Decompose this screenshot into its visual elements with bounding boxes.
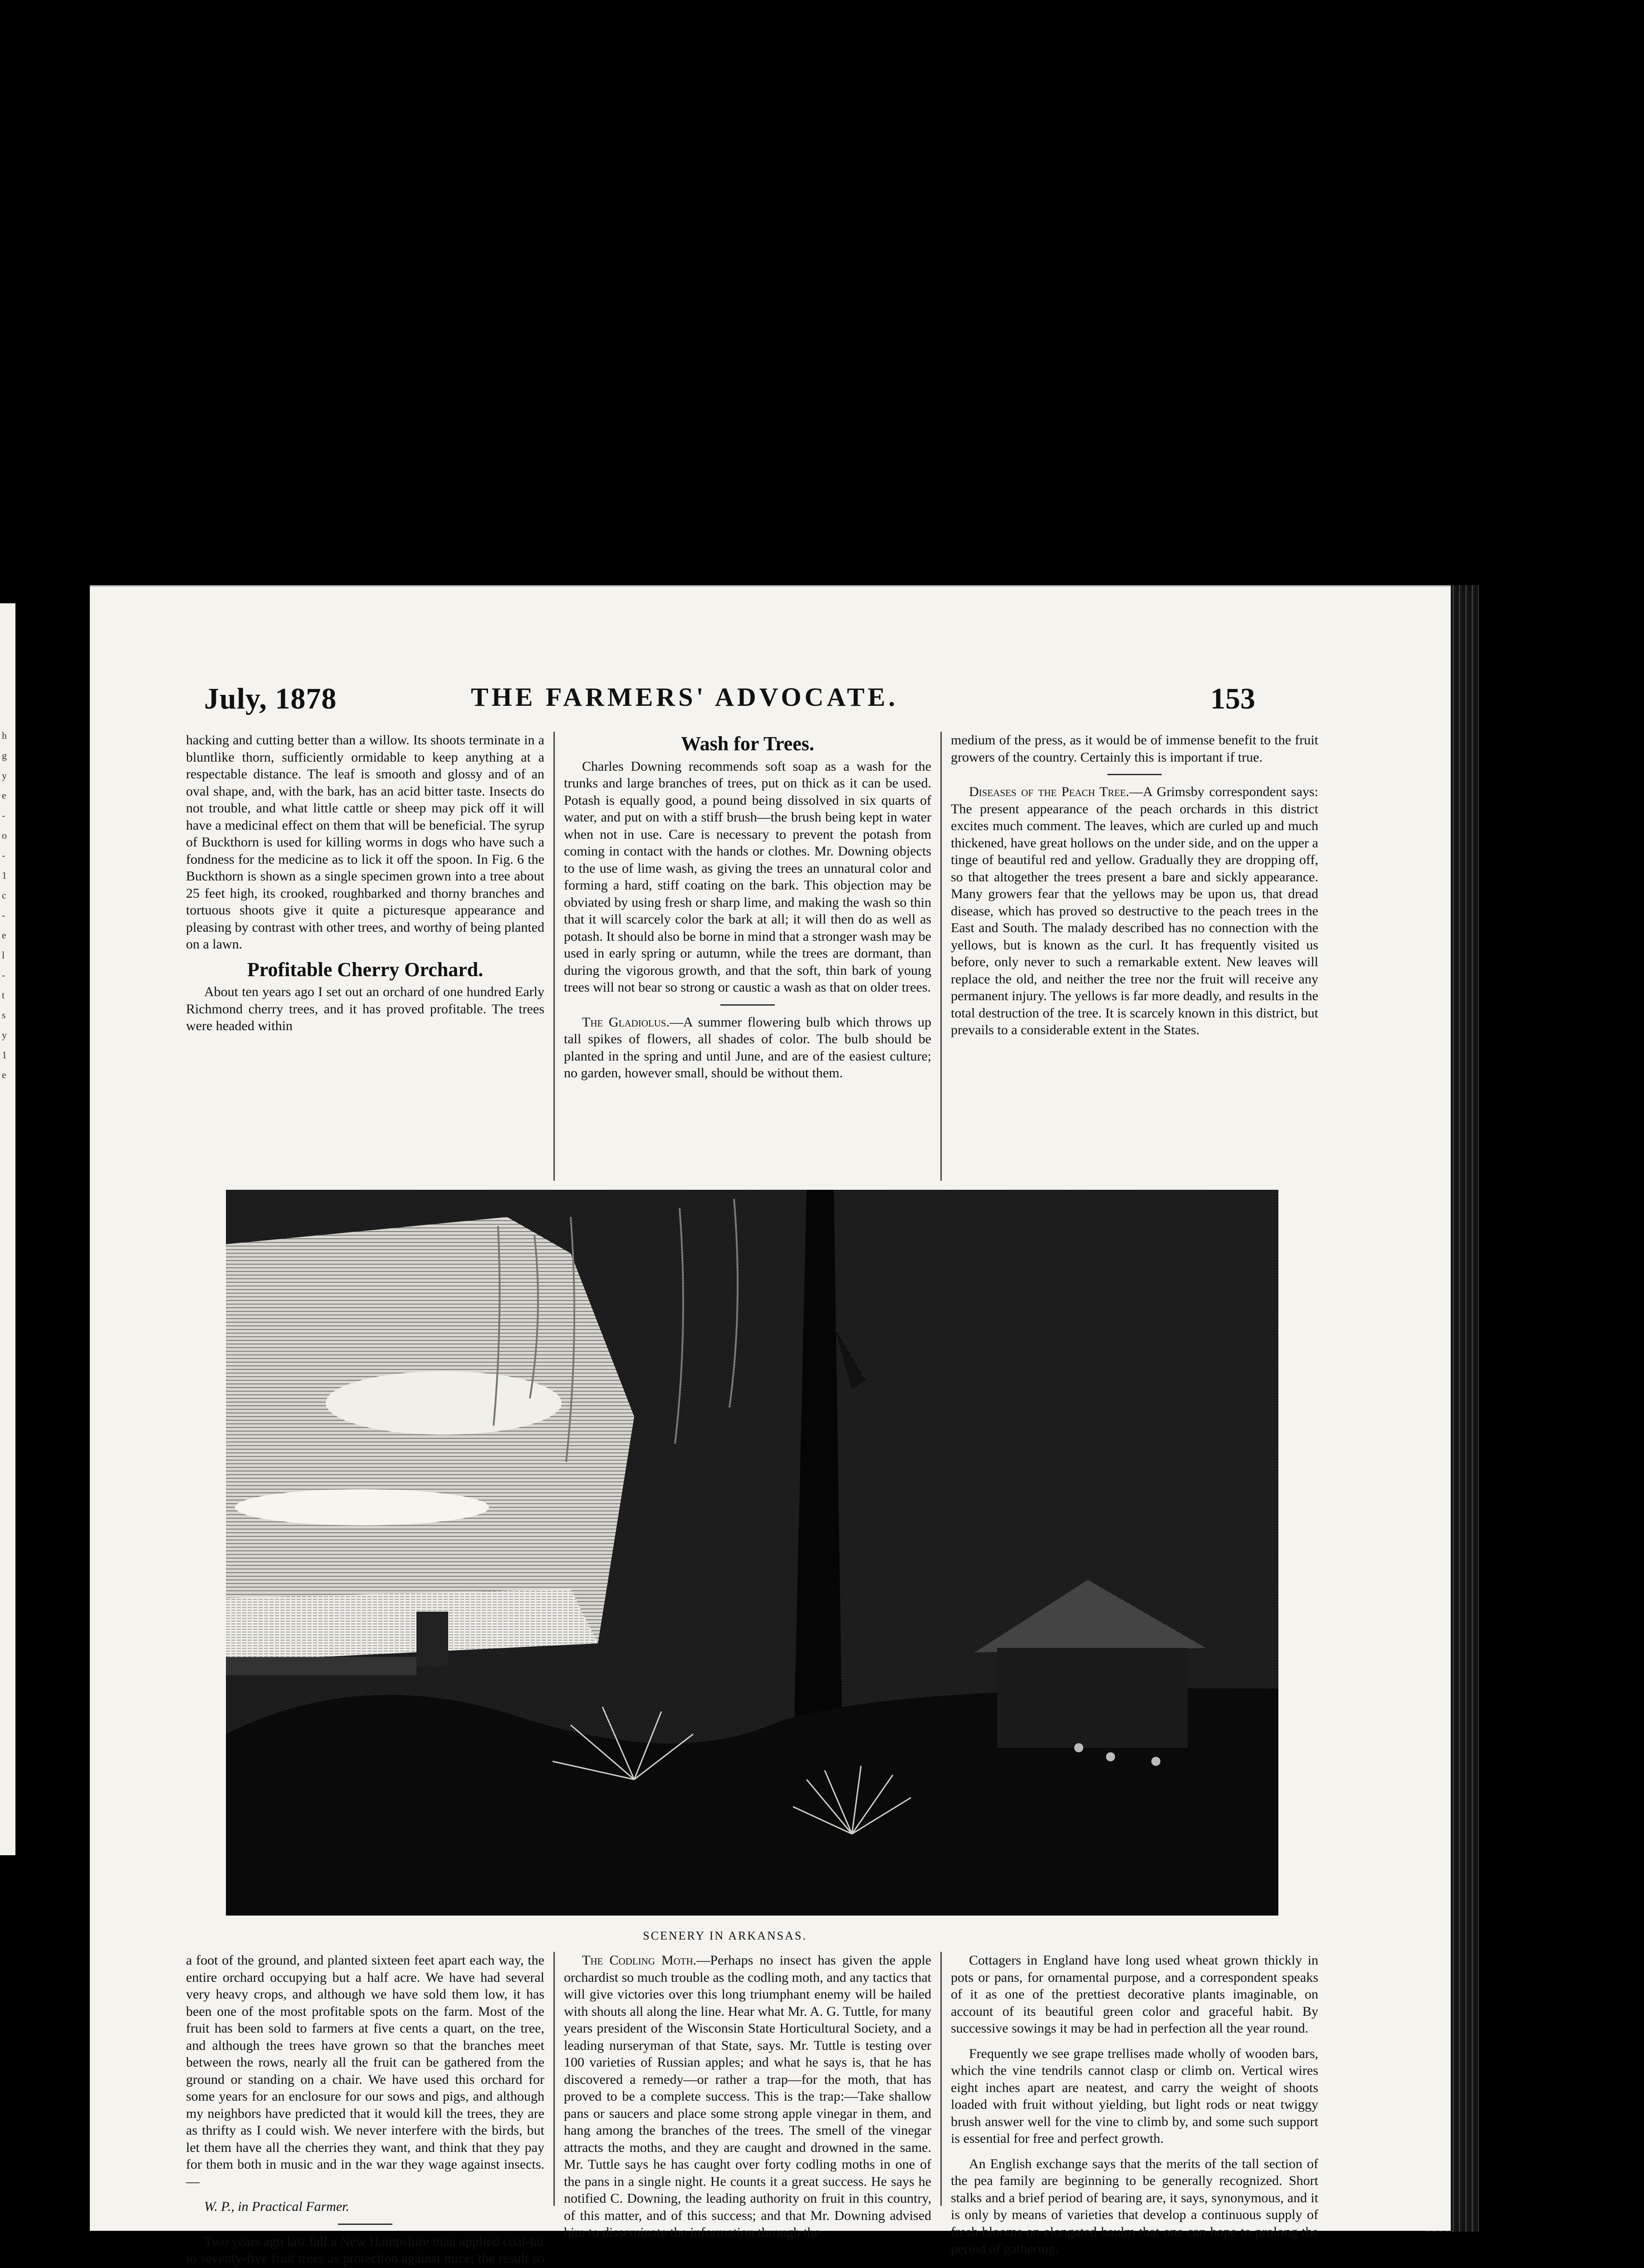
codling-moth-lead: The Codling Moth. (582, 1953, 697, 1968)
wash-for-trees-paragraph: Charles Downing recommends soft soap as a wash for the trunks and large branches of trees, put on thick as it can be used. Potash is equally good, a pound being dissolved in six quarts of water, and put on with a stiff brush—the brush being kept in water when not in use. Care is necessary to prevent the potash from coming in contact with the hands or clothes. Mr. Downing objects to the use of lime wash, as giving the trees an unnatural color and forming a hard, stiff coating on the bark. This objection may be obviated by using fresh or sharp lime, and making the wash so thin that it will scarcely color the bark at all; it will then do as well as potash. It should also be borne in mind that a stronger wash may be used in early spring or autumn, while the trees are dormant, than during the vigorous growth, and that the soft, thin bark of young trees will not bear so strong or caustic a wash as that on older trees. (564, 758, 931, 995)
newspaper-page (90, 585, 1451, 2266)
section-rule (720, 1004, 775, 1006)
column-divider (553, 1952, 555, 2206)
attribution: W. P., in Practical Farmer. (204, 2199, 349, 2214)
section-rule (338, 2224, 392, 2225)
cherry-orchard-continued: a foot of the ground, and planted sixteen feet apart each way, the entire orchard occupying but a half acre. We have had several very heavy crops, and although we have sold them low, it has been one of the most profitable spots on the farm. Most of the fruit has been sold to farmers at five cents a quart, on the tree, and although the trees have grown so that the branches meet between the rows, nearly all the fruit can be gathered from the ground or standing on a chair. We have used this orchard for some years for an enclosure for our sows and pigs, and although my neighbors have predicted that it would kill the trees, they are as thrifty as I could wish. We never interfere with the birds, but let them have all the cherries they want, and think that they pay for them both in music and in the war they wage against insects.— (186, 1953, 544, 2189)
wheat-paragraph: Cottagers in England have long used wheat grown thickly in pots or pans, for ornamental purpose, and a correspondent speaks of it as one of the prettiest decorative plants imaginable, on account of its beautiful green color and graceful habit. By successive sowings it may be had in perfection all the year round. (951, 1953, 1318, 2036)
column-2-bottom (564, 1952, 931, 2249)
grape-trellis-paragraph: Frequently we see grape trellises made wholly of wooden bars, which the vine tendrils cannot clasp or climb on. Vertical wires eight inches apart are neatest, and carry the weight of shoots loaded with fruit without yielding, but light rods or neat twiggy brush answer well for the vine to climb by, and some such support is essential for free and perfect growth. (951, 2046, 1318, 2146)
column-1-bottom (186, 1952, 544, 2268)
column-2-top (564, 732, 931, 1090)
column-3-top (951, 732, 1318, 1047)
page-header (90, 682, 1451, 718)
scenery-engraving (226, 1190, 1278, 1916)
column-divider (553, 732, 555, 1181)
buckthorn-paragraph: hacking and cutting better than a willow. Its shoots terminate in a bluntlike thorn, sufficiently ormidable to keep anything at a respectable distance. The leaf is smooth and glossy and of an oval shape, and, with the bark, has an acid bitter taste. Insects do not trouble, and what little cattle or sheep may pick off it will have a medicinal effect on them that will be beneficial. The syrup of Buckthorn is used for killing worms in dogs who have such a fondness for the medicine as to lick it off the spoon. In Fig. 6 the Buckthorn is shown as a single specimen grown into a tree about 25 feet high, its crooked, roughbarked and thorny branches and tortuous shoots give it quite a picturesque appearance and pleasing by contrast with other trees, and worthy of being planted on a lawn. (186, 733, 544, 952)
masthead-title: THE FARMERS' ADVOCATE. (471, 682, 898, 712)
column-divider (940, 1952, 942, 2206)
peach-tree-lead: Diseases of the Peach Tree. (969, 784, 1130, 799)
cherry-orchard-heading: Profitable Cherry Orchard. (247, 958, 484, 981)
previous-page-edge (0, 603, 15, 1855)
page-number: 153 (1210, 682, 1255, 715)
column-1-top (186, 732, 544, 1043)
issue-date: July, 1878 (204, 682, 337, 715)
peach-tree-paragraph: —A Grimsby correspondent says: The present appearance of the peach orchards in this district excites much comment. The leaves, which are curled up and much thickened, have great hollows on the under side, and on the upper a tinge of beautiful red and yellow. Gradually they are dropping off, so that altogether the trees present a bare and sickly appearance. Many growers fear that the yellows may be upon us, that dread disease, which has proved so destructive to the peach trees in the East and South. The malady described has no connection with the yellows, but is known as the curl. It has frequently visited us before, only never to such a remarkable extent. New leaves will replace the old, and neither the tree nor the fruit will receive any permanent injury. The yellows is far more deadly, and results in the total destruction of the tree. It is scarcely known in this district, but prevails to a considerable extent in the States. (951, 784, 1318, 1037)
section-rule (1107, 774, 1162, 775)
gladiolus-paragraph: —A summer flowering bulb which throws up tall spikes of flowers, all shades of color. The bulb should be planted in the spring and until June, and are of the easiest culture; no garden, however small, should be without them. (564, 1014, 931, 1080)
engraving-illustration (226, 1190, 1278, 1916)
previous-page-letters: h g y e - o - 1 c - e l - t s y 1 e (2, 730, 7, 1080)
press-paragraph: medium of the press, as it would be of immense benefit to the fruit growers of the country. Certainly this is important if true. (951, 733, 1318, 765)
coal-tar-paragraph: Two years ago last fall a New Hampshire man applied coal-tar to seventy-five fruit trees as protection against mice; the result so (186, 2234, 544, 2266)
wash-for-trees-heading: Wash for Trees. (681, 733, 814, 755)
codling-moth-paragraph: —Perhaps no insect has given the apple orchardist so much trouble as the codling moth, and any tactics that will give victories over this long triumphant enemy will be hailed with shouts all along the line. Hear what Mr. A. G. Tuttle, for many years president of the Wisconsin State Horticultural Society, and a leading nurseryman of that State, says. Mr. Tuttle is testing over 100 varieties of Russian apples; and what he says is, that he has discovered a remedy—or rather a trap—for the moth, that has proved to be a complete success. This is the trap:—Take shallow pans or saucers and place some strong apple vinegar in them, and hang among the branches of the trees. The smell of the vinegar attracts the moths, and they are caught and drowned in the same. Mr. Tuttle says he has caught over forty codling moths in one of the pans in a single night. He counts it a great success. He says he notified C. Downing, the leading authority on fruit in this country, of this matter, and of this success; and that Mr. Downing advised him to disseminate the information through the (564, 1953, 931, 2240)
illustration-caption: SCENERY IN ARKANSAS. (643, 1929, 807, 1942)
pea-family-paragraph: An English exchange says that the merits of the tall section of the pea family are beginning to be generally recognized. Short stalks and a brief period of bearing are, it says, synonymous, and it is only by means of varieties that develop a continuous supply of fresh blooms on elongated haulm that one can hope to prolong the period of gathering. (951, 2156, 1318, 2256)
column-divider (940, 732, 942, 1181)
column-3-bottom (951, 1952, 1318, 2266)
cherry-orchard-paragraph: About ten years ago I set out an orchard of one hundred Early Richmond cherry trees, and it has proved profitable. The trees were headed within (186, 984, 544, 1033)
gladiolus-lead: The Gladiolus. (582, 1014, 670, 1030)
